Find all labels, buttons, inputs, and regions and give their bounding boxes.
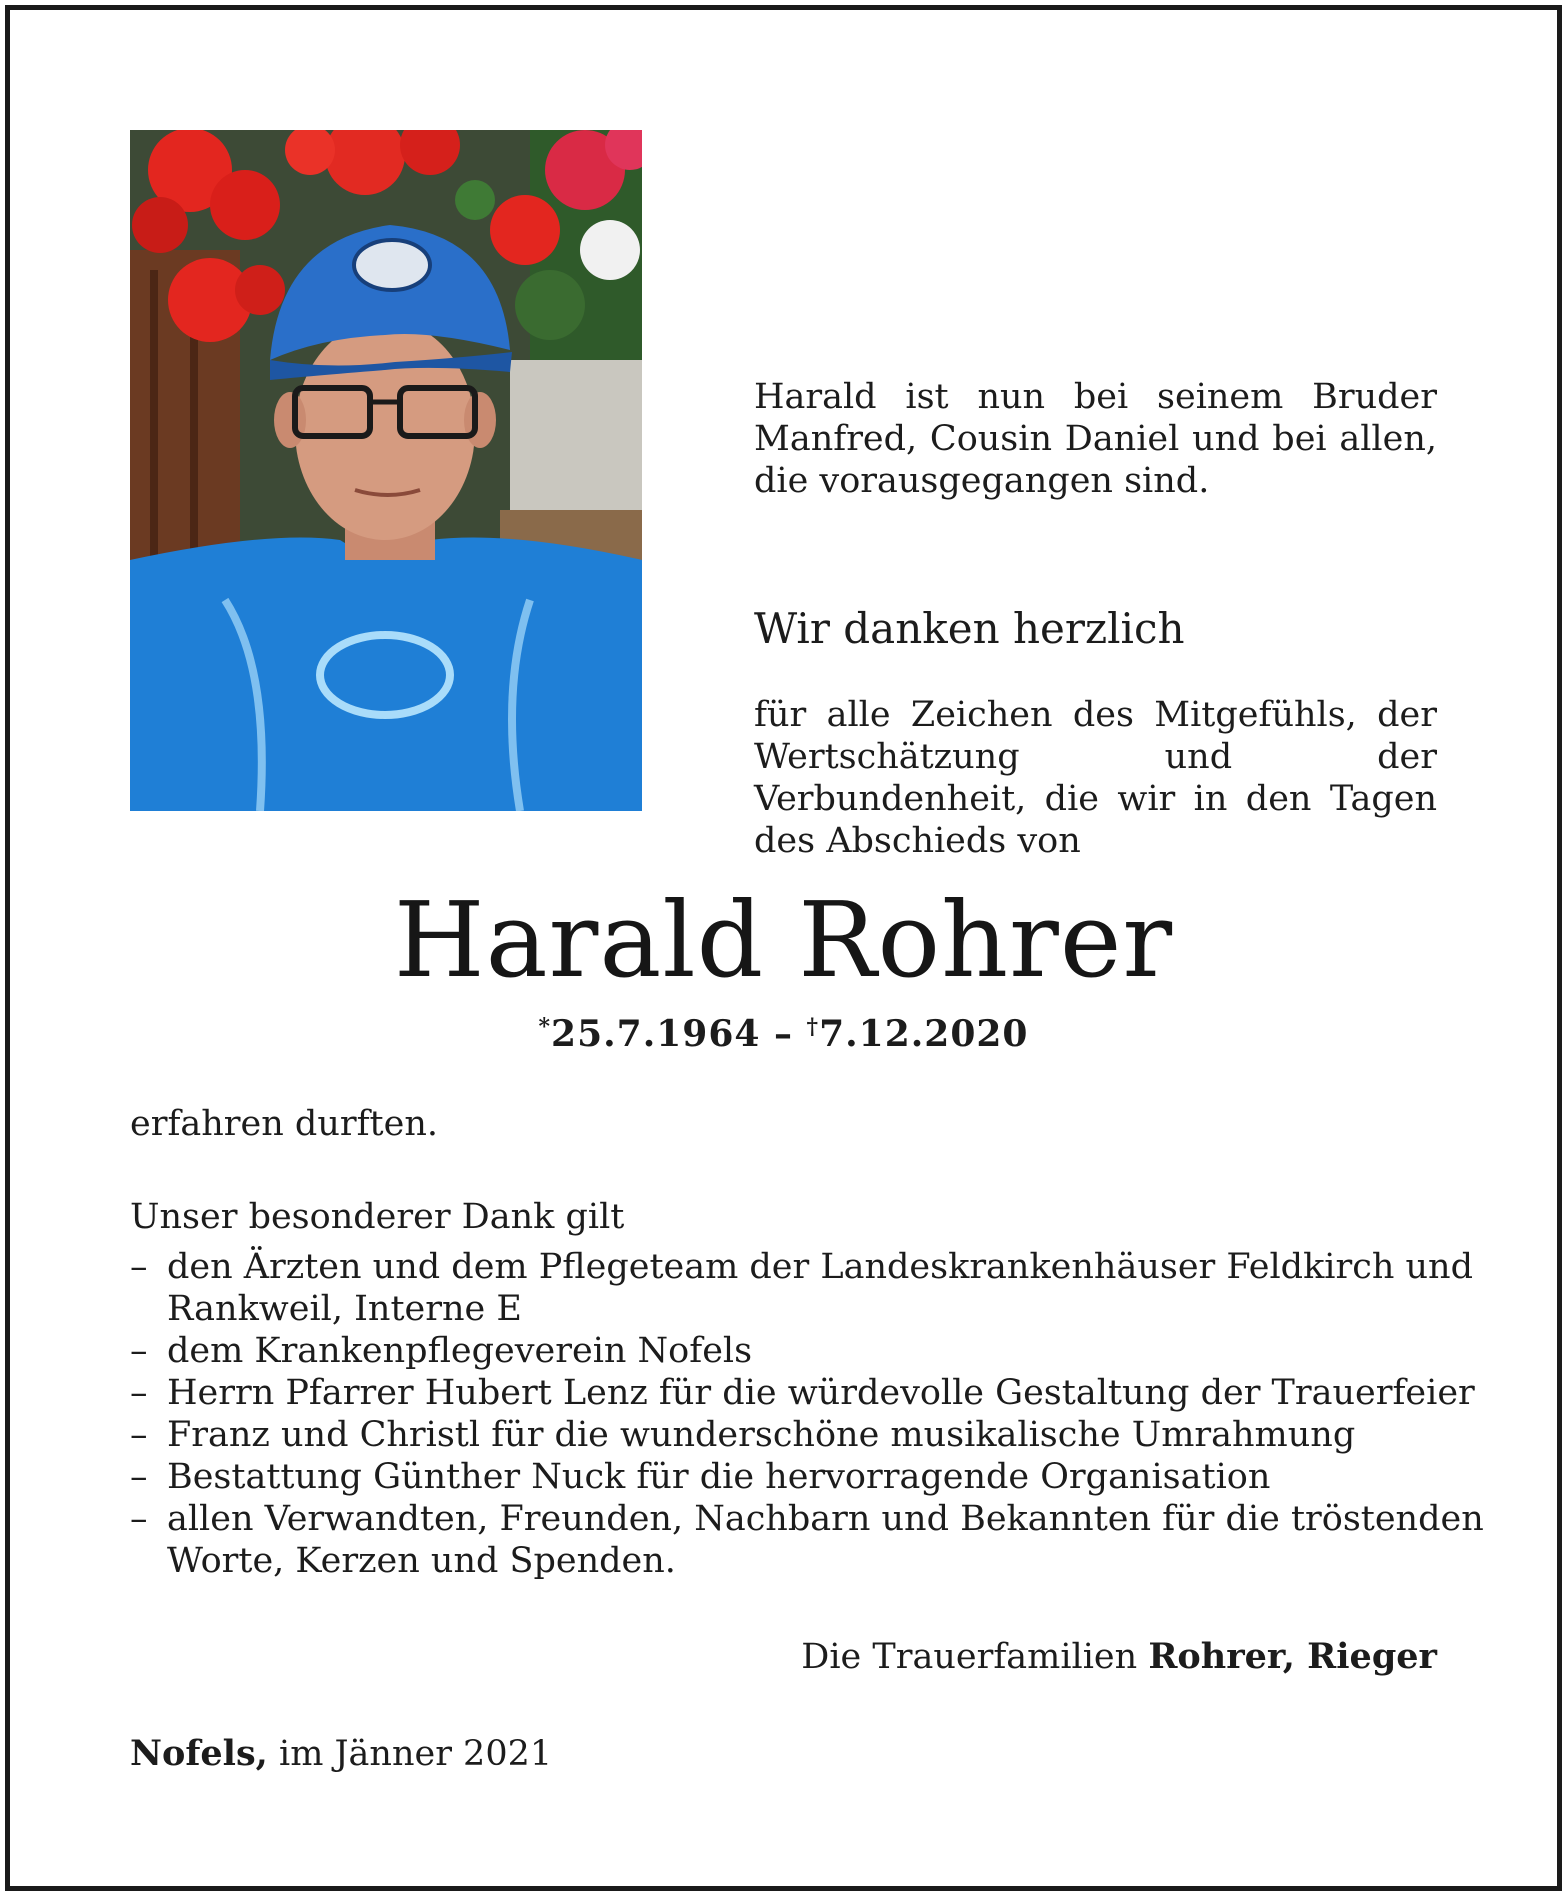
list-item — [130, 1330, 1440, 1372]
signature — [801, 1636, 1437, 1678]
birth-symbol: * — [538, 1014, 552, 1040]
place-date — [130, 1733, 552, 1775]
list-item — [130, 1456, 1440, 1498]
list-dash: – — [130, 1373, 148, 1413]
portrait-photo — [130, 130, 642, 811]
death-symbol: † — [806, 1014, 820, 1040]
continuation-text: erfahren durften. — [130, 1104, 438, 1144]
life-dates — [0, 1005, 1567, 1056]
list-item-continuation: Worte, Kerzen und Spenden. — [167, 1541, 676, 1581]
list-item — [130, 1414, 1440, 1456]
deceased-name: Harald Rohrer — [393, 879, 1174, 1001]
list-item-continuation: Rankweil, Interne E — [167, 1289, 522, 1329]
list-dash: – — [130, 1331, 148, 1371]
place-date-text: im Jänner 2021 — [279, 1734, 553, 1774]
special-thanks-intro: Unser besonderer Dank gilt — [130, 1197, 625, 1237]
list-dash: – — [130, 1457, 148, 1497]
list-item-text: Herrn Pfarrer Hubert Lenz für die würdevolle Gestaltung der Trauerfeier — [167, 1373, 1475, 1413]
list-item — [130, 1246, 1473, 1330]
list-item-text: Bestattung Günther Nuck für die hervorragende Organisation — [167, 1457, 1271, 1497]
birth-date: 25.7.1964 — [551, 1013, 761, 1055]
thanks-text: für alle Zeichen des Mitgefühls, der Wertschätzung und der Verbundenheit, die wir in den Tagen des Abschieds von — [754, 695, 1437, 861]
thanks-list — [130, 1246, 1484, 1582]
signature-prefix: Die Trauerfamilien — [801, 1637, 1138, 1677]
list-dash: – — [130, 1415, 148, 1455]
list-dash: – — [130, 1499, 148, 1539]
date-separator: – — [774, 1013, 793, 1055]
list-item-text: den Ärzten und dem Pflegeteam der Landeskrankenhäuser Feldkirch und — [167, 1247, 1473, 1287]
list-dash: – — [130, 1247, 148, 1287]
list-item — [130, 1498, 1484, 1582]
place-town: Nofels, — [130, 1733, 268, 1774]
list-item — [130, 1372, 1475, 1414]
list-item-text: Franz und Christl für die wunderschöne musikalische Umrahmung — [167, 1415, 1356, 1455]
list-item-text: allen Verwandten, Freunden, Nachbarn und Bekannten für die tröstenden — [167, 1499, 1484, 1539]
list-item-text: dem Krankenpflegeverein Nofels — [167, 1331, 753, 1371]
intro-text: Harald ist nun bei seinem Bruder Manfred, Cousin Daniel und bei allen, die vorausgegangen sind. — [754, 377, 1437, 501]
thanks-heading: Wir danken herzlich — [754, 604, 1185, 653]
death-date: 7.12.2020 — [819, 1013, 1029, 1055]
signature-families: Rohrer, Rieger — [1148, 1636, 1437, 1677]
